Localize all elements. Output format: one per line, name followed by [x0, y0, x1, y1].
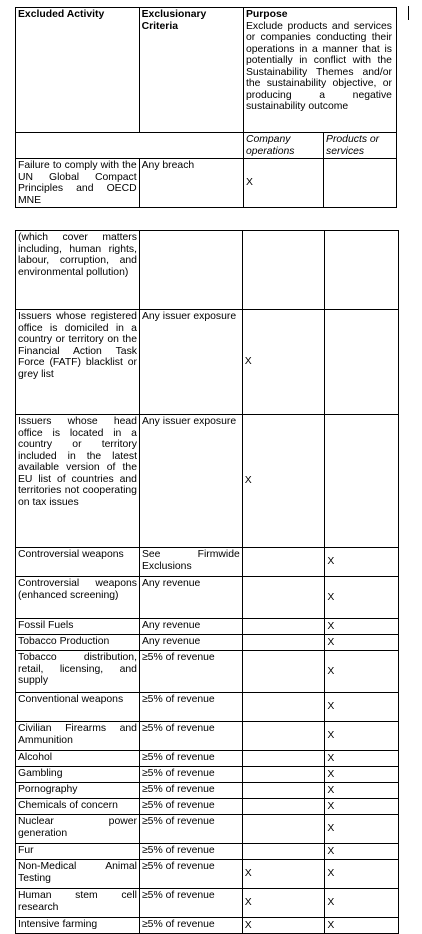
products-mark: X: [325, 693, 399, 722]
table-row: [16, 693, 399, 722]
company-mark: X: [242, 310, 325, 415]
criteria-cell: [139, 231, 242, 310]
table-row: [16, 799, 399, 815]
company-mark: X: [242, 889, 325, 918]
company-mark: X: [242, 918, 325, 934]
subheader-row: [16, 133, 397, 159]
company-mark: [242, 799, 325, 815]
company-mark: [242, 783, 325, 799]
products-mark: X: [325, 767, 399, 783]
activity-cell: (which cover matters including, human rights, labour, corruption, and environmental pollution): [16, 231, 140, 310]
activity-cell: Chemicals of concern: [16, 799, 140, 815]
company-mark: [242, 815, 325, 844]
criteria-cell: ≥5% of revenue: [139, 860, 242, 889]
activity-cell: Fur: [16, 844, 140, 860]
criteria-cell: ≥5% of revenue: [139, 889, 242, 918]
activity-cell: Issuers whose registered office is domiciled in a country or territory on the Financial Action Task Force (FATF) blacklist or grey list: [16, 310, 140, 415]
table-row: [16, 918, 399, 934]
header-exclusionary-criteria: Exclusionary Criteria: [139, 8, 243, 133]
criteria-cell: ≥5% of revenue: [139, 844, 242, 860]
products-mark: X: [325, 783, 399, 799]
company-mark: X: [243, 159, 323, 208]
products-mark: X: [325, 889, 399, 918]
company-mark: [242, 693, 325, 722]
criteria-cell: ≥5% of revenue: [139, 651, 242, 693]
header-row: [16, 8, 397, 133]
criteria-cell: ≥5% of revenue: [139, 815, 242, 844]
activity-cell: Tobacco Production: [16, 635, 140, 651]
company-mark: [242, 722, 325, 751]
page-edge-mark: [408, 6, 409, 20]
header-purpose-cell: [243, 8, 396, 133]
exclusions-table-top: [15, 7, 397, 208]
criteria-cell: See Firmwide Exclusions: [139, 548, 242, 577]
criteria-cell: ≥5% of revenue: [139, 918, 242, 934]
table-row: [16, 159, 397, 208]
table-row: [16, 651, 399, 693]
activity-cell: Pornography: [16, 783, 140, 799]
criteria-cell: Any revenue: [139, 577, 242, 619]
rows-body: [16, 231, 399, 934]
table-row: [16, 860, 399, 889]
subheader-products-services: Products or services: [324, 133, 397, 159]
products-mark: X: [325, 651, 399, 693]
table-row: [16, 310, 399, 415]
company-mark: [242, 619, 325, 635]
header-excluded-activity: Excluded Activity: [16, 8, 140, 133]
table-row: [16, 844, 399, 860]
table-row: [16, 783, 399, 799]
activity-cell: Tobacco distribution, retail, licensing, and supply: [16, 651, 140, 693]
activity-cell: Nuclear power generation: [16, 815, 140, 844]
activity-cell: Gambling: [16, 767, 140, 783]
activity-cell: Alcohol: [16, 751, 140, 767]
table-row: [16, 231, 399, 310]
purpose-description: Exclude products and services or companies conducting their operations in a manner that is potentially in conflict with the Sustainability Themes and/or the sustainability objective, or producing a negative sustainability outcome: [245, 20, 392, 112]
company-mark: [242, 844, 325, 860]
products-mark: X: [325, 722, 399, 751]
criteria-cell: ≥5% of revenue: [139, 783, 242, 799]
criteria-cell: Any revenue: [139, 619, 242, 635]
products-mark: [325, 415, 399, 548]
activity-cell: Issuers whose head office is located in a country or territory included in the latest available version of the EU list of countries and territories not cooperating on tax issues: [16, 415, 140, 548]
activity-cell: Non-Medical Animal Testing: [16, 860, 140, 889]
criteria-cell: Any issuer exposure: [139, 310, 242, 415]
products-mark: [324, 159, 397, 208]
products-mark: X: [325, 844, 399, 860]
criteria-cell: ≥5% of revenue: [139, 767, 242, 783]
activity-cell: Failure to comply with the UN Global Compact Principles and OECD MNE: [16, 159, 140, 208]
table-row: [16, 751, 399, 767]
activity-cell: Fossil Fuels: [16, 619, 140, 635]
table-row: [16, 619, 399, 635]
company-mark: [242, 751, 325, 767]
products-mark: X: [325, 548, 399, 577]
criteria-cell: Any breach: [139, 159, 243, 208]
criteria-cell: ≥5% of revenue: [139, 799, 242, 815]
company-mark: [242, 231, 325, 310]
activity-cell: Controversial weapons (enhanced screening): [16, 577, 140, 619]
products-mark: [325, 310, 399, 415]
company-mark: [242, 767, 325, 783]
table-row: [16, 577, 399, 619]
products-mark: X: [325, 619, 399, 635]
company-mark: X: [242, 860, 325, 889]
products-mark: X: [325, 799, 399, 815]
subheader-empty-cell: [16, 133, 244, 159]
products-mark: X: [325, 918, 399, 934]
company-mark: [242, 635, 325, 651]
table-row: [16, 635, 399, 651]
activity-cell: Civilian Firearms and Ammunition: [16, 722, 140, 751]
company-mark: X: [242, 415, 325, 548]
products-mark: X: [325, 860, 399, 889]
products-mark: X: [325, 815, 399, 844]
company-mark: [242, 577, 325, 619]
company-mark: [242, 651, 325, 693]
criteria-cell: ≥5% of revenue: [139, 693, 242, 722]
exclusions-table-continued: [15, 230, 399, 934]
table-row: [16, 548, 399, 577]
activity-cell: Intensive farming: [16, 918, 140, 934]
table-row: [16, 815, 399, 844]
criteria-cell: ≥5% of revenue: [139, 722, 242, 751]
company-mark: [242, 548, 325, 577]
products-mark: X: [325, 751, 399, 767]
products-mark: X: [325, 635, 399, 651]
products-mark: [325, 231, 399, 310]
table-row: [16, 889, 399, 918]
header-purpose: Purpose: [245, 9, 288, 20]
activity-cell: Human stem cell research: [16, 889, 140, 918]
table-row: [16, 415, 399, 548]
criteria-cell: Any revenue: [139, 635, 242, 651]
table-row: [16, 722, 399, 751]
activity-cell: Conventional weapons: [16, 693, 140, 722]
activity-cell: Controversial weapons: [16, 548, 140, 577]
criteria-cell: ≥5% of revenue: [139, 751, 242, 767]
subheader-company-operations: Company operations: [243, 133, 323, 159]
products-mark: X: [325, 577, 399, 619]
table-row: [16, 767, 399, 783]
criteria-cell: Any issuer exposure: [139, 415, 242, 548]
